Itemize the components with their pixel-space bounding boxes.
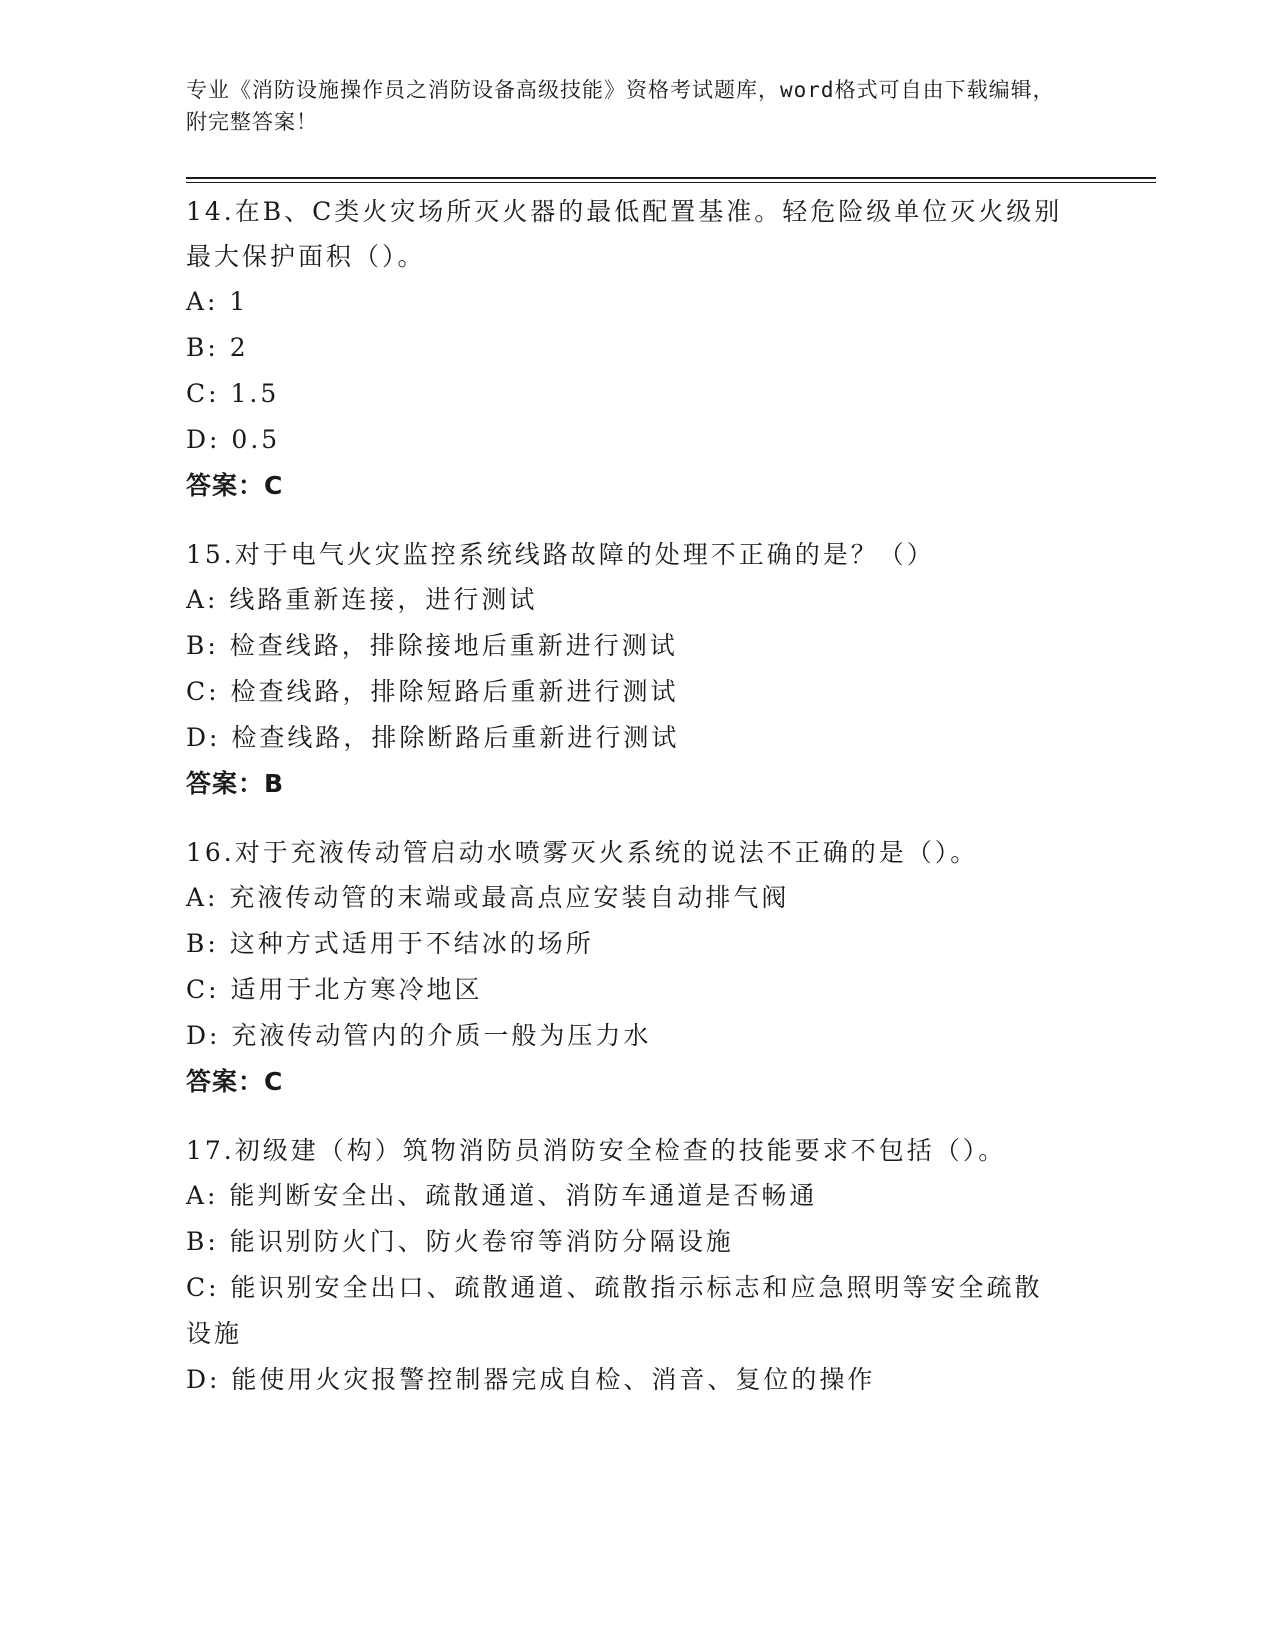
question-17 — [186, 1128, 1066, 1403]
answer-text: 答案：C — [186, 1067, 284, 1096]
option-a: A: 能判断安全出、疏散通道、消防车通道是否畅通 — [186, 1181, 818, 1210]
header-divider-thick — [186, 177, 1156, 179]
question-stem: 15.对于电气火灾监控系统线路故障的处理不正确的是？（） — [186, 540, 935, 569]
option-b: B: 能识别防火门、防火卷帘等消防分隔设施 — [186, 1227, 734, 1256]
option-b: B: 检查线路，排除接地后重新进行测试 — [186, 631, 678, 660]
answer-text: 答案：B — [186, 769, 285, 798]
option-c: C: 检查线路，排除短路后重新进行测试 — [186, 677, 679, 706]
question-list — [186, 189, 1066, 1426]
option-a: A: 充液传动管的末端或最高点应安装自动排气阀 — [186, 883, 790, 912]
option-a: A: 1 — [186, 287, 249, 316]
question-stem: 17.初级建（构）筑物消防员消防安全检查的技能要求不包括（）。 — [186, 1136, 1007, 1165]
question-stem: 16.对于充液传动管启动水喷雾灭火系统的说法不正确的是（）。 — [186, 838, 979, 867]
option-d: D: 能使用火灾报警控制器完成自检、消音、复位的操作 — [186, 1365, 876, 1394]
option-c: C: 1.5 — [186, 379, 280, 408]
document-header — [186, 74, 1066, 138]
header-text: 专业《消防设施操作员之消防设备高级技能》资格考试题库，word格式可自由下载编辑，附完整答案！ — [186, 78, 1055, 134]
option-d: D: 0.5 — [186, 425, 281, 454]
option-c: C: 能识别安全出口、疏散通道、疏散指示标志和应急照明等安全疏散设施 — [186, 1273, 1043, 1348]
option-b: B: 2 — [186, 333, 249, 362]
answer-text: 答案：C — [186, 471, 284, 500]
option-a: A: 线路重新连接，进行测试 — [186, 585, 538, 614]
option-b: B: 这种方式适用于不结冰的场所 — [186, 929, 594, 958]
question-stem: 14.在B、C类火灾场所灭火器的最低配置基准。轻危险级单位灭火级别最大保护面积（）。 — [186, 197, 1063, 271]
option-d: D: 充液传动管内的介质一般为压力水 — [186, 1021, 652, 1050]
option-d: D: 检查线路，排除断路后重新进行测试 — [186, 723, 680, 752]
question-14 — [186, 189, 1066, 509]
question-15 — [186, 532, 1066, 807]
header-divider-thin — [186, 182, 1156, 183]
option-c: C: 适用于北方寒冷地区 — [186, 975, 483, 1004]
question-16 — [186, 830, 1066, 1105]
